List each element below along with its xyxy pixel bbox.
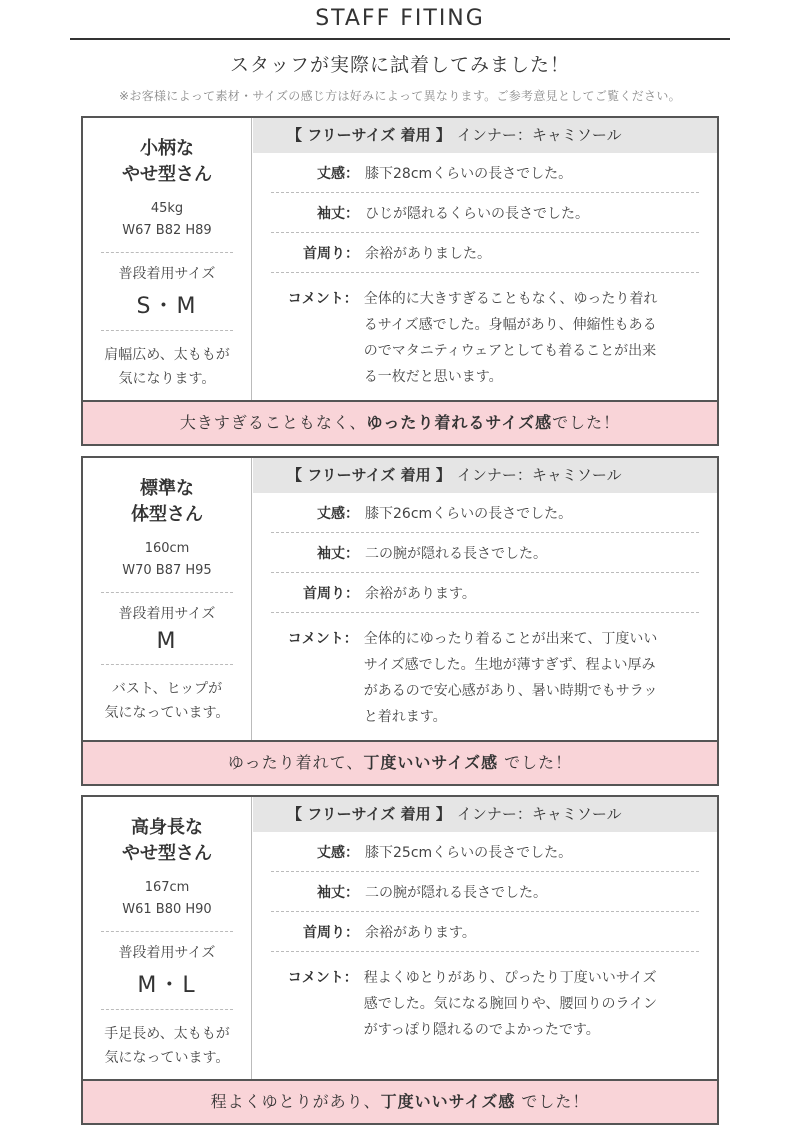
comment-line: サイズ感でした。生地が薄すぎず、程よい厚み [363,657,656,673]
sleeve-row [271,193,699,233]
usual-size: M [156,629,178,654]
measurement-line: W67 B82 H89 [122,223,212,238]
comment-text [364,965,699,1043]
page-title: STAFF FITING [315,6,485,31]
remark-line: 肩幅広め、太ももが [104,347,230,363]
summary-banner [83,740,717,784]
usual-size-label: 普段着用サイズ [118,606,216,622]
measurements [83,538,251,582]
fitting-size: 【 フリーサイズ 着用 】 [287,466,451,484]
length-value: 膝下26cmくらいの長さでした。 [365,505,573,522]
neck-label: 首周り： [303,245,359,262]
fitting-header [253,458,717,493]
length-label: 丈感： [317,844,359,861]
body-type [83,815,251,867]
neck-label: 首周り： [303,924,359,941]
comment-line: る一枚だと思います。 [363,369,503,385]
comment-line: 全体的に大きすぎることもなく、ゆったり着れ [363,291,658,307]
staff-profile [83,118,252,400]
neck-row [271,233,699,273]
divider [101,592,233,593]
sleeve-value: 二の腕が隠れる長さでした。 [365,884,547,901]
comment-line: がすっぽり隠れるのでよかったです。 [363,1022,600,1038]
measurement-line: 160cm [144,541,190,556]
sleeve-value: 二の腕が隠れる長さでした。 [365,545,547,562]
comment-line: 全体的にゆったり着ることが出来て、丁度いい [363,631,658,647]
comment-line: と着れます。 [363,709,447,725]
banner-text: 大きすぎることもなく、 [179,413,367,432]
comment-label: コメント： [287,631,358,647]
sleeve-label: 袖丈： [317,205,359,222]
banner-text: でした！ [552,413,621,432]
inner-wear: インナー：キャミソール [456,466,622,484]
banner-highlight: 丁度いいサイズ感 [363,753,499,772]
fitting-header [253,797,717,832]
staff-card-3 [81,795,719,1125]
comment-label: コメント： [287,291,358,307]
summary-banner [83,400,717,444]
comment-line: 程よくゆとりがあり、ぴったり丁度いいサイズ [363,970,657,986]
sleeve-label: 袖丈： [317,884,359,901]
sleeve-value: ひじが隠れるくらいの長さでした。 [365,205,589,222]
fitting-size: 【 フリーサイズ 着用 】 [287,805,451,823]
neck-label: 首周り： [303,585,359,602]
remark-line: バスト、ヒップが [111,681,223,697]
remark-line: 気になります。 [118,371,216,387]
body-type-line: 体型さん [131,504,203,525]
banner-text: でした！ [515,1092,590,1111]
neck-value: 余裕があります。 [365,924,476,941]
measurements [83,877,251,921]
measurement-line: W61 B80 H90 [122,902,212,917]
fitting-details [253,797,717,1079]
measurement-line: 167cm [144,880,190,895]
length-row [271,493,699,533]
divider [101,330,233,331]
body-type-line: やせ型さん [122,164,212,185]
inner-wear: インナー：キャミソール [456,805,622,823]
neck-row [271,573,699,613]
concern-remark [83,343,251,391]
staff-profile [83,458,252,740]
page-subtitle: スタッフが実際に試着してみました！ [229,54,570,76]
title-rule [70,38,730,40]
sleeve-row [271,872,699,912]
divider [101,1009,233,1010]
fitting-details [253,458,717,740]
staff-profile [83,797,252,1079]
length-value: 膝下28cmくらいの長さでした。 [365,165,573,182]
length-row [271,832,699,872]
neck-row [271,912,699,952]
neck-value: 余裕がありました。 [365,245,491,262]
remark-line: 気になっています。 [104,1050,230,1066]
banner-highlight: 丁度いいサイズ感 [380,1092,516,1111]
measurement-line: 45kg [150,201,184,216]
remark-line: 気になっています。 [104,705,230,721]
length-value: 膝下25cmくらいの長さでした。 [365,844,573,861]
divider [101,931,233,932]
comment-line: 感でした。気になる腕回りや、腰回りのライン [363,996,658,1012]
sleeve-row [271,533,699,573]
disclaimer-note: ※お客様によって素材・サイズの感じ方は好みによって異なります。ご参考意見としてご覧ください。 [119,89,681,103]
remark-line: 手足長め、太ももが [104,1026,230,1042]
body-type-line: 小柄な [140,138,194,159]
body-type [83,136,251,188]
usual-size: M・L [137,973,197,998]
fitting-header [253,118,717,153]
comment-row [271,273,699,390]
comment-line: るサイズ感でした。身幅があり、伸縮性もある [363,317,657,333]
comment-label: コメント： [287,970,358,986]
measurements [83,198,251,242]
body-type-line: やせ型さん [122,843,212,864]
length-label: 丈感： [317,505,359,522]
concern-remark [83,677,251,725]
body-type-line: 高身長な [131,817,203,838]
length-label: 丈感： [317,165,359,182]
banner-text: 程よくゆとりがあり、 [210,1092,381,1111]
banner-text: でした！ [498,753,573,772]
length-row [271,153,699,193]
measurement-line: W70 B87 H95 [122,563,212,578]
comment-line: のでマタニティウェアとしても着ることが出来 [363,343,657,359]
staff-card-1 [81,116,719,446]
comment-text [364,626,699,730]
fitting-size: 【 フリーサイズ 着用 】 [287,126,451,144]
divider [101,664,233,665]
comment-row [271,613,699,730]
neck-value: 余裕があります。 [365,585,476,602]
comment-text [364,286,699,390]
inner-wear: インナー：キャミソール [456,126,622,144]
usual-size-label: 普段着用サイズ [118,945,216,961]
staff-card-2 [81,456,719,786]
divider [101,252,233,253]
body-type-line: 標準な [140,478,194,499]
summary-banner [83,1079,717,1123]
sleeve-label: 袖丈： [317,545,359,562]
concern-remark [83,1022,251,1070]
body-type [83,476,251,528]
usual-size: S・M [136,294,198,319]
usual-size-label: 普段着用サイズ [118,266,216,282]
comment-line: があるので安心感があり、暑い時期でもサラッ [363,683,658,699]
fitting-details [253,118,717,400]
banner-highlight: ゆったり着れるサイズ感 [366,413,553,432]
comment-row [271,952,699,1043]
banner-text: ゆったり着れて、 [227,753,364,772]
